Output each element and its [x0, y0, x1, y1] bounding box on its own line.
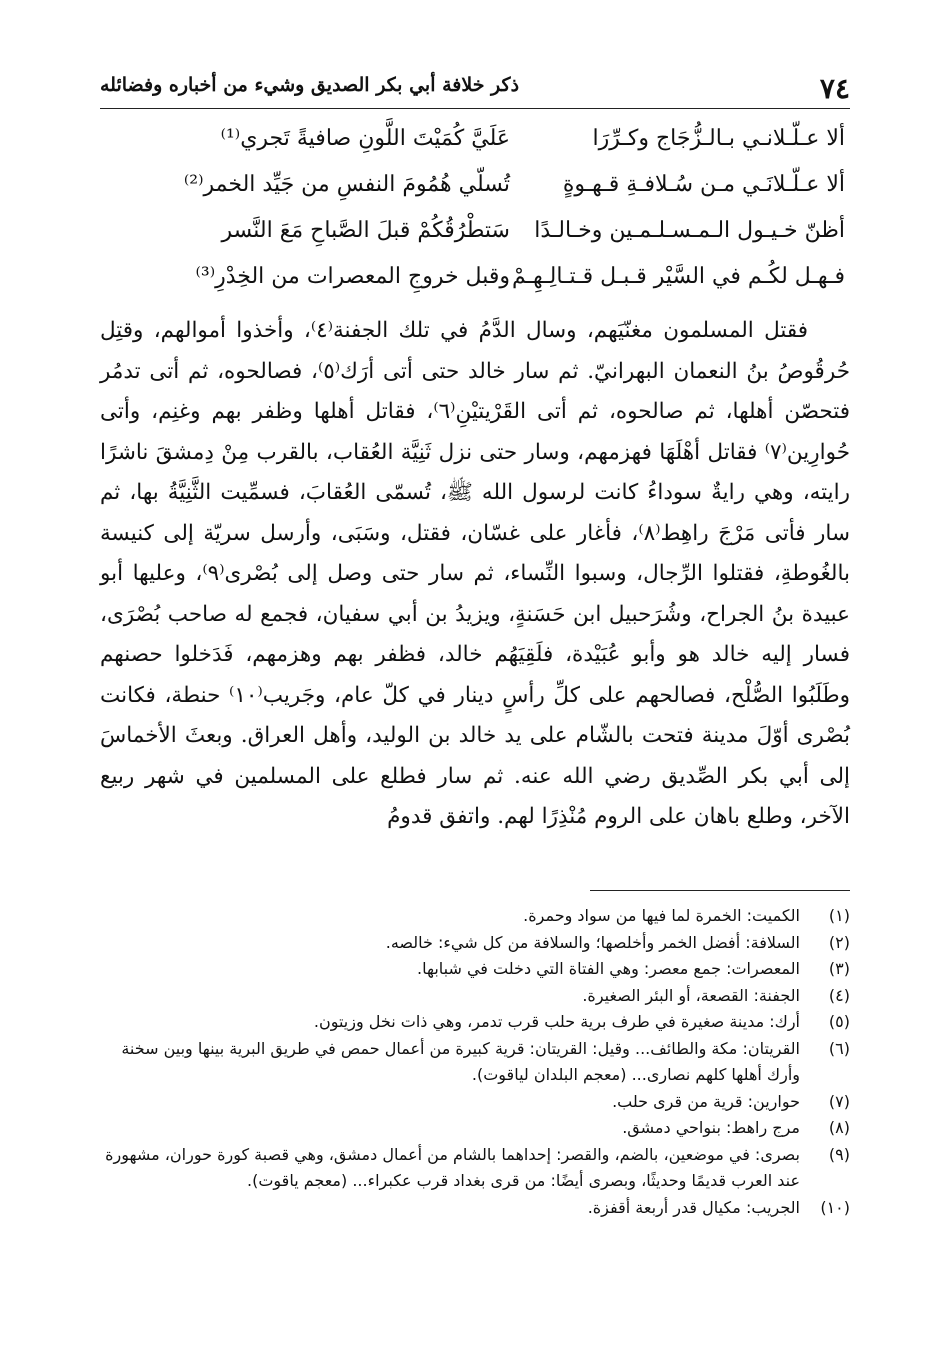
footnote-number: (٦)	[828, 1038, 850, 1058]
footnote-text: الجفنة: القصعة، أو البئر الصغيرة.	[582, 985, 800, 1005]
footnote-text: أرك: مدينة صغيرة في طرف برية حلب قرب تدمر، وهي ذات نخل وزيتون.	[313, 1012, 800, 1031]
verse-second-hemistich: سَتطْرُقُكُمْ قبلَ الصَّباحِ مَعَ النَّسر	[221, 218, 510, 243]
footnote	[100, 903, 850, 930]
footnote-number: (٤)	[828, 985, 850, 1005]
footnote-text: المعصرات: جمع معصر: وهي الفتاة التي دخلت في شبابها.	[416, 959, 800, 978]
body-paragraph: فقتل المسلمون مغنّيَهم، وسال الدَّمُ في تلك الجفنة⁽٤⁾، وأخذوا أموالهم، وقتِل حُرقُوصُ بنُ النعمان البهرانيّ. ثم سار خالد حتى أتى أرَك⁽٥⁾، فصالحوه، ثم أتى تدمُر فتحصّن أهلها، ثم صالحوه، ثم أتى القَرْيتيْنِ⁽٦⁾، فقاتل أهلها وظفر بهم وغنِم، وأتى حُوارِين⁽٧⁾ فقاتل أهْلَهَا فهزمهم، وسار حتى نزل ثَنِيَّة العُقاب، بالقرب مِنْ دِمشقَ ناشرًا رايته، وهي رايةٌ سوداءُ كانت لرسول الله ﷺ، تُسمّى العُقابَ، فسمِّيت الثَّنِيَّةُ بها، ثم سار فأتى مَرْجَ راهِط⁽٨⁾، فأغار على غسّان، فقتل، وسَبَى، وأرسل سريّة إلى كنيسة بالغُوطةِ، فقتلوا الرِّجال، وسبوا النِّساء، ثم سار حتى وصل إلى بُصْرى⁽٩⁾، وعليها أبو عبيدة بنُ الجراح، وشُرَحبيل ابن حَسَنةٍ، ويزيدُ بن أبي سفيان، فجمع له صاحب بُصْرَى، فسار إليه خالد هو وأبو عُبَيْدة، فلَقِيَهُم خالد، فظفر بهم وهزمهم، فَدَخلوا حصنهم وطَلَبُوا الصُّلْح، فصالحهم على كلِّ رأسٍ دينار في كلّ عام، وجَريب⁽١٠⁾ حنطة، فكانت بُصْرى أوّلَ مدينة فتحت بالشّام على يد خالد بن الوليد، وأهل العراق. وبعثَ الأخماسَ إلى أبي بكر الصِّديق رضي الله عنه. ثم سار فطلع على المسلمين في شهر ربيع الآخر، وطلع باهان على الروم مُنْذِرًا لهم. واتفق قدومُ	[100, 318, 850, 829]
footnote	[100, 1089, 850, 1116]
running-title: ذكر خلافة أبي بكر الصديق وشيء من أخباره وفضائله	[100, 74, 520, 96]
footnote-text: بصرى: في موضعين، بالضم، والقصر: إحداهما بالشام من أعمال دمشق، وهي قصبة كورة حوران، مشهورة عند العرب قديمًا وحديثًا، وبصرى أيضًا: من قرى بغداد قرب عكبراء... (معجم ياقوت).	[105, 1144, 800, 1190]
footnote-number: (٧)	[828, 1091, 850, 1111]
footnote-number: (٢)	[828, 932, 850, 952]
footnote-text: السلافة: أفضل الخمر وأخلصها؛ والسلافة من كل شيء: خالصه.	[385, 932, 800, 952]
footnote-number: (١٠)	[820, 1197, 850, 1217]
verse-first-hemistich: ألا عـلّـلانَـي مـن سُـلافـةِ قـهـوةٍ	[562, 172, 845, 197]
poem-verse	[100, 260, 850, 306]
footnote-number: (٩)	[828, 1144, 850, 1164]
footnote	[100, 956, 850, 983]
header-divider	[100, 108, 850, 109]
page-header	[100, 70, 850, 104]
footnote-text: مرج راهط: بنواحي دمشق.	[622, 1118, 800, 1137]
verse-second-hemistich: وقبل خروجِ المعصرات من الخِدْرِ⁽³⁾	[195, 264, 510, 289]
poem	[100, 122, 850, 306]
poem-verse	[100, 168, 850, 214]
body-text	[100, 311, 850, 838]
page-number: ٧٤	[819, 72, 850, 105]
footnote	[100, 930, 850, 957]
footnote-number: (٥)	[828, 1012, 850, 1031]
footnote	[100, 1009, 850, 1036]
verse-first-hemistich: فـهـل لكُـم في السَّيْر قـبـل قـتـالِـهِـمْ	[511, 264, 845, 289]
footnote	[100, 1142, 850, 1195]
footnote-text: القريتان: مكة والطائف... وقيل: القريتان: قرية كبيرة من أعمال حمص في طريق البرية بينها وبين سخنة وأرك أهلها كلهم نصارى... (معجم البلدان لياقوت).	[121, 1038, 800, 1084]
footnote	[100, 1195, 850, 1222]
footnote	[100, 1115, 850, 1142]
footnotes	[100, 903, 850, 1221]
footnote-number: (٣)	[828, 959, 850, 978]
verse-second-hemistich: عَلَيَّ كُمَيْتَ اللَّونِ صافيةً تَجري⁽¹⁾	[220, 126, 510, 151]
verse-first-hemistich: ألا عـلّـلانـي بـالـزُّجَاج وكـرِّرَا	[592, 126, 845, 151]
footnote-number: (٨)	[828, 1118, 850, 1137]
footnote	[100, 1036, 850, 1089]
footnote-text: الكميت: الخمرة لما فيها من سواد وحمرة.	[523, 906, 800, 925]
footnote-divider	[590, 890, 850, 891]
verse-first-hemistich: أظنّ خـيـول الـمـسـلـمـين وخـالـدًا	[534, 218, 845, 243]
footnote-text: الجريب: مكيال قدر أربعة أقفزة.	[587, 1197, 800, 1217]
verse-second-hemistich: تُسلّي هُمُومَ النفسِ من جَيِّد الخمر⁽²⁾	[183, 172, 510, 197]
footnote	[100, 983, 850, 1010]
footnote-text: حوارين: قرية من قرى حلب.	[612, 1091, 800, 1111]
footnote-number: (١)	[828, 906, 850, 925]
poem-verse	[100, 214, 850, 260]
poem-verse	[100, 122, 850, 168]
